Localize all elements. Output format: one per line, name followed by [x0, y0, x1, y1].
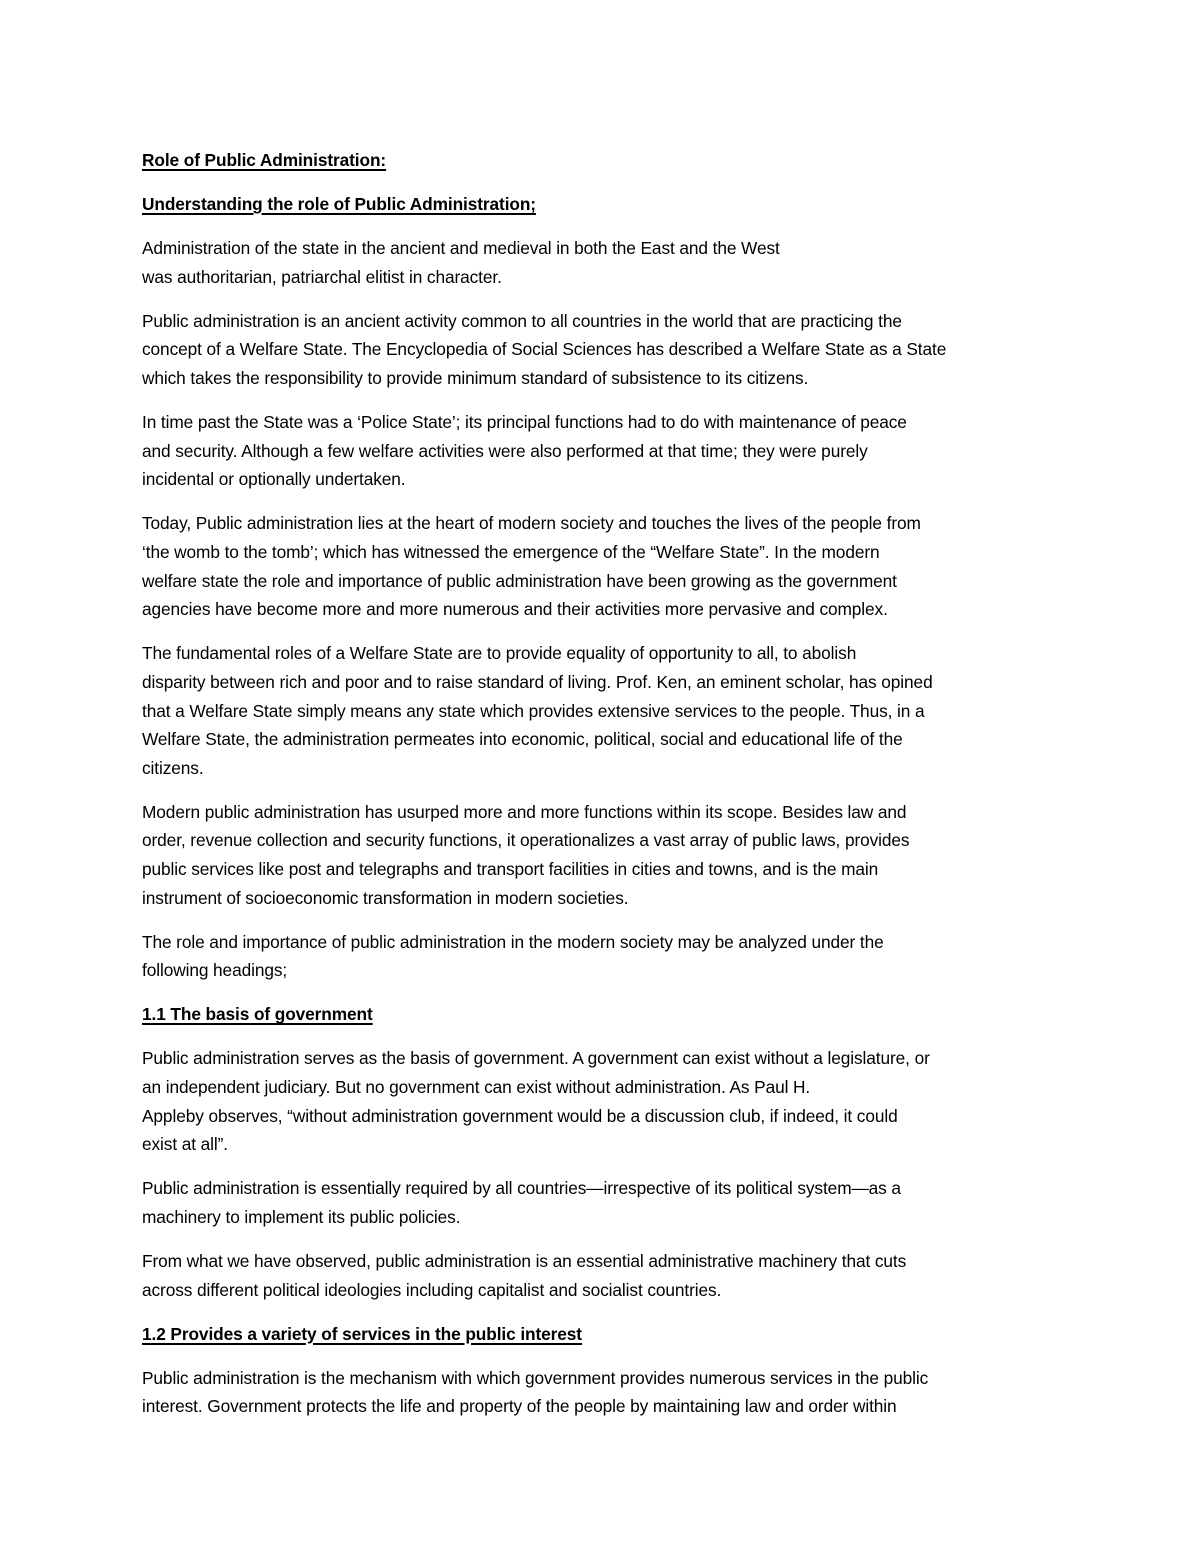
- text-line: interest. Government protects the life and property of the people by maintaining law and order within: [142, 1396, 897, 1417]
- text-line: that a Welfare State simply means any state which provides extensive services to the people. Thus, in a: [142, 700, 925, 721]
- section-1-1-paragraph-3: [142, 1247, 1062, 1304]
- text-line: From what we have observed, public administration is an essential administrative machinery that cuts: [142, 1251, 907, 1271]
- text-line: public services like post and telegraphs and transport facilities in cities and towns, and is the main: [142, 858, 879, 879]
- text-line: Administration of the state in the ancient and medieval in both the East and the West: [142, 238, 780, 259]
- section-1-1-paragraph-1: [142, 1044, 1062, 1158]
- paragraph-4: [142, 509, 1062, 623]
- text-line: Modern public administration has usurped more and more functions within its scope. Besides law and: [142, 801, 907, 822]
- text-line: an independent judiciary. But no government can exist without administration. As Paul H.: [142, 1077, 811, 1098]
- text-line: order, revenue collection and security functions, it operationalizes a vast array of public laws, provides: [142, 830, 910, 851]
- text-line: disparity between rich and poor and to raise standard of living. Prof. Ken, an eminent scholar, has opined: [142, 671, 933, 692]
- paragraph-2: [142, 307, 1062, 393]
- section-heading-1-1: 1.1 The basis of government: [142, 1004, 373, 1025]
- text-line: exist at all”.: [142, 1134, 228, 1155]
- text-line: across different political ideologies including capitalist and socialist countries.: [142, 1279, 722, 1300]
- text-line: following headings;: [142, 960, 288, 981]
- text-line: Public administration serves as the basis of government. A government can exist without a legislature, or: [142, 1048, 930, 1069]
- text-line: and security. Although a few welfare activities were also performed at that time; they were purely: [142, 440, 868, 461]
- text-line: machinery to implement its public policies.: [142, 1206, 461, 1227]
- document-subtitle: Understanding the role of Public Administration;: [142, 194, 536, 215]
- text-line: The fundamental roles of a Welfare State are to provide equality of opportunity to all, to abolish: [142, 643, 857, 664]
- text-line: agencies have become more and more numerous and their activities more pervasive and complex.: [142, 599, 888, 620]
- paragraph-5: [142, 639, 1062, 782]
- document-body: [142, 146, 1062, 1436]
- text-line: Public administration is an ancient activity common to all countries in the world that are practicing the: [142, 310, 902, 331]
- text-line: Appleby observes, “without administration government would be a discussion club, if indeed, it could: [142, 1105, 898, 1126]
- text-line: concept of a Welfare State. The Encyclopedia of Social Sciences has described a Welfare State as a State: [142, 339, 947, 360]
- text-line: In time past the State was a ‘Police State’; its principal functions had to do with maintenance of peace: [142, 412, 907, 433]
- paragraph-1: [142, 234, 1062, 291]
- text-line: welfare state the role and importance of public administration have been growing as the government: [142, 570, 897, 591]
- section-heading-1-2: 1.2 Provides a variety of services in the public interest: [142, 1323, 582, 1344]
- text-line: Today, Public administration lies at the heart of modern society and touches the lives of the people from: [142, 513, 921, 534]
- text-line: citizens.: [142, 757, 204, 778]
- text-line: was authoritarian, patriarchal elitist in character.: [142, 266, 502, 287]
- text-line: which takes the responsibility to provide minimum standard of subsistence to its citizens.: [142, 368, 809, 389]
- paragraph-3: [142, 408, 1062, 494]
- text-line: instrument of socioeconomic transformation in modern societies.: [142, 887, 629, 908]
- text-line: ‘the womb to the tomb’; which has witnessed the emergence of the “Welfare State”. In the modern: [142, 542, 880, 563]
- section-1-2-paragraph-1: [142, 1364, 1062, 1421]
- text-line: Public administration is the mechanism with which government provides numerous services in the public: [142, 1367, 929, 1388]
- document-title: Role of Public Administration:: [142, 150, 387, 170]
- text-line: Welfare State, the administration permeates into economic, political, social and educational life of the: [142, 729, 903, 750]
- text-line: incidental or optionally undertaken.: [142, 469, 406, 490]
- text-line: Public administration is essentially required by all countries—irrespective of its political system—as a: [142, 1178, 901, 1199]
- paragraph-6: [142, 798, 1062, 912]
- section-1-1-paragraph-2: [142, 1174, 1062, 1231]
- text-line: The role and importance of public administration in the modern society may be analyzed under the: [142, 931, 884, 952]
- paragraph-7: [142, 928, 1062, 985]
